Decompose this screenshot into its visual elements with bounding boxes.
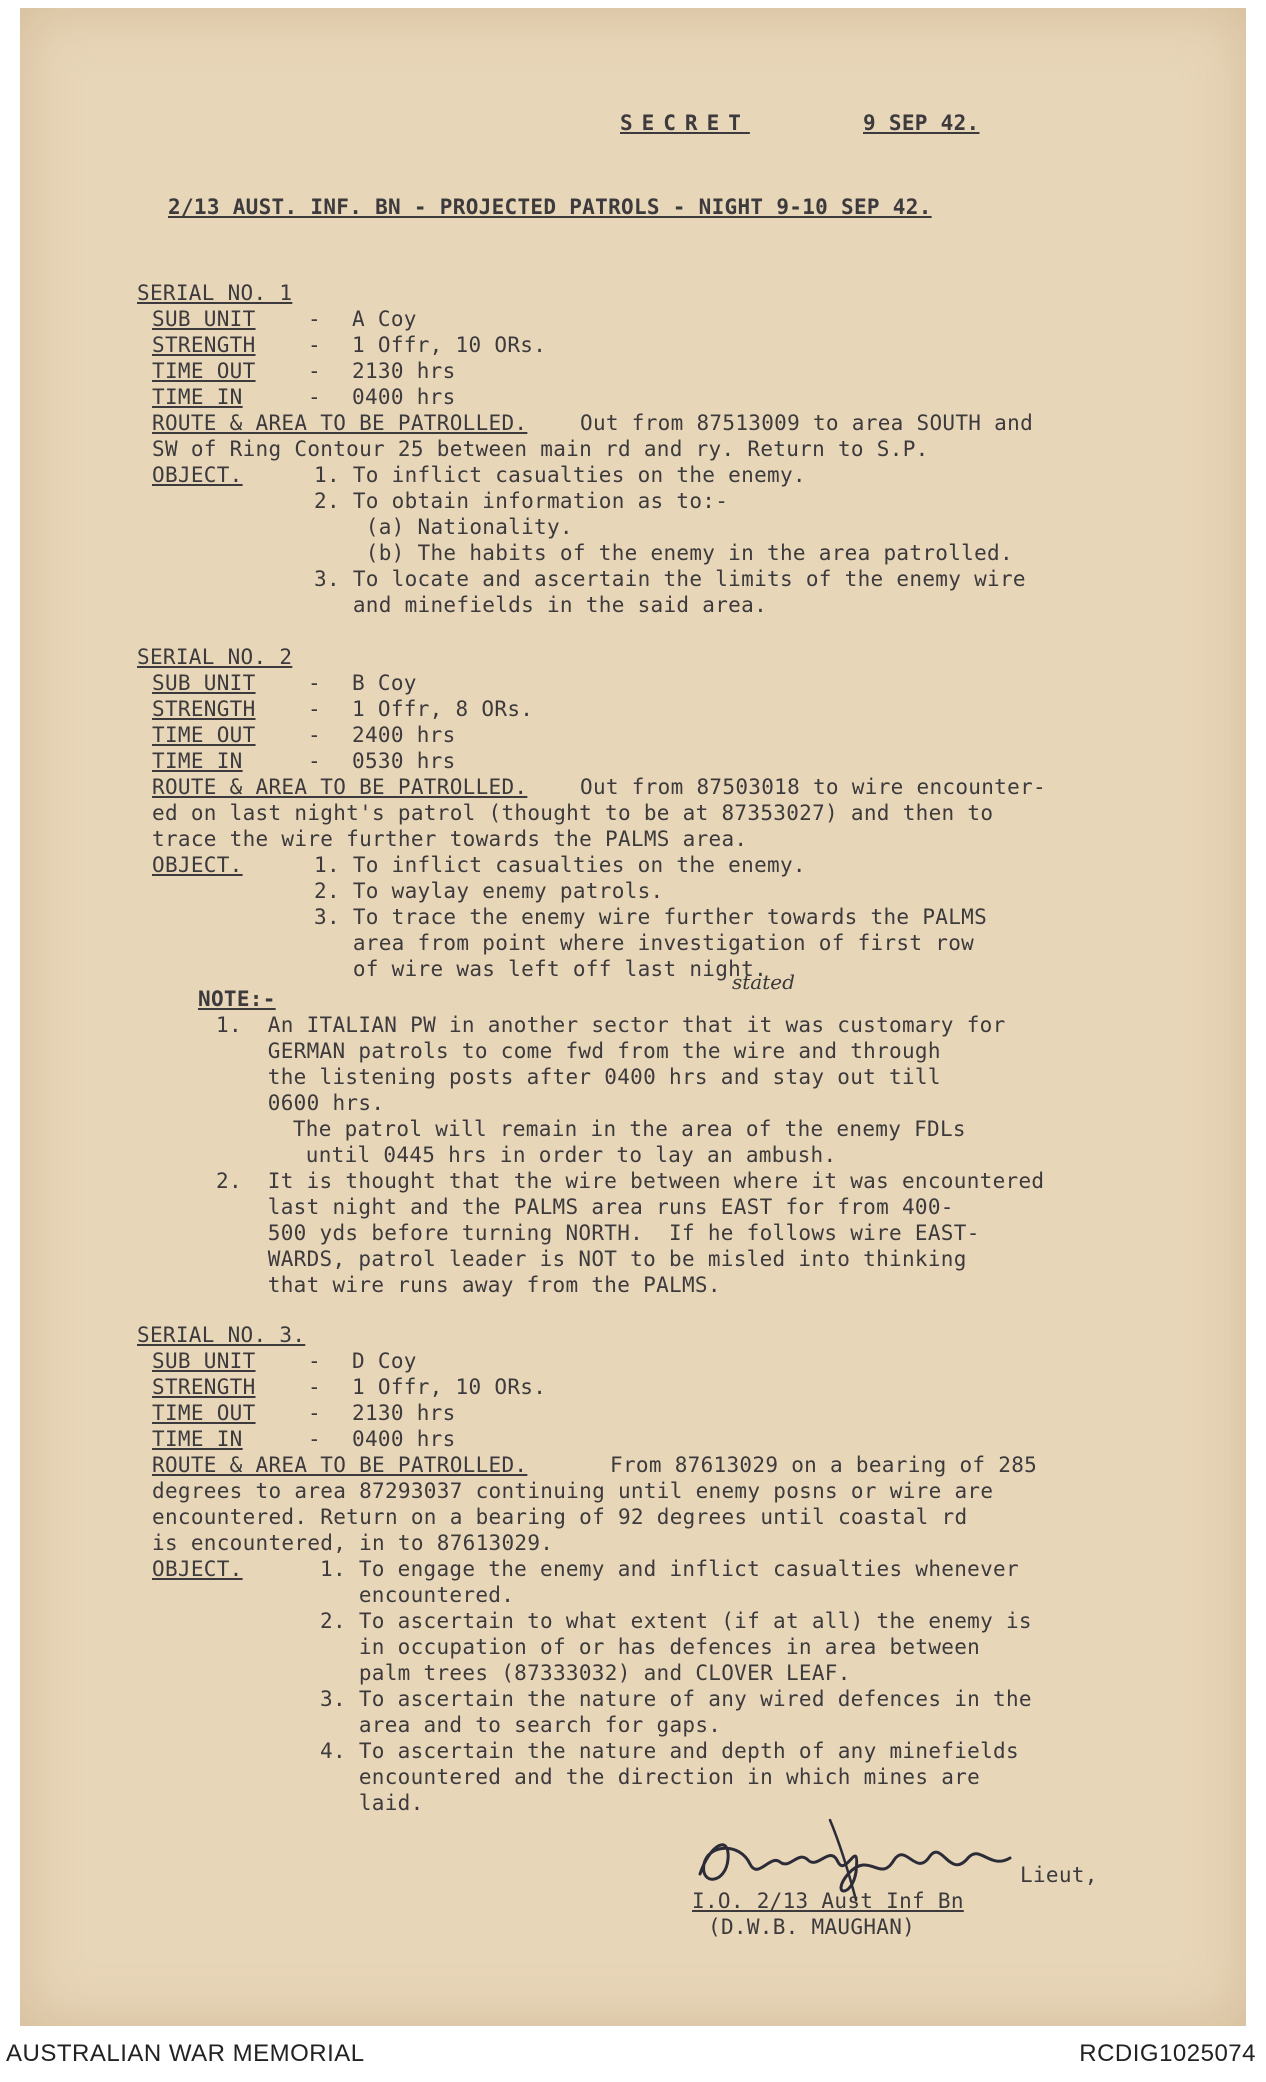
field-label: TIME IN bbox=[152, 385, 243, 409]
note-line: 2. It is thought that the wire between where it was encountered bbox=[216, 1169, 1045, 1193]
object-label: OBJECT. bbox=[152, 1557, 243, 1581]
field-value: 2400 hrs bbox=[352, 723, 456, 747]
note-line: the listening posts after 0400 hrs and stay out till bbox=[216, 1065, 941, 1089]
field-dash: - bbox=[308, 749, 321, 773]
note-line: WARDS, patrol leader is NOT to be misled into thinking bbox=[216, 1247, 967, 1271]
field-value: A Coy bbox=[352, 307, 417, 331]
object-line: 1. To inflict casualties on the enemy. bbox=[314, 853, 806, 877]
field-dash: - bbox=[308, 723, 321, 747]
object-line: 1. To engage the enemy and inflict casualties whenever bbox=[320, 1557, 1019, 1581]
signatory-name: (D.W.B. MAUGHAN) bbox=[708, 1915, 916, 1939]
object-line: encountered and the direction in which mines are bbox=[320, 1765, 981, 1789]
object-line: 4. To ascertain the nature and depth of any minefields bbox=[320, 1739, 1019, 1763]
field-dash: - bbox=[308, 385, 321, 409]
note-line: GERMAN patrols to come fwd from the wire and through bbox=[216, 1039, 941, 1063]
route-line: Out from 87503018 to wire encounter- bbox=[580, 775, 1046, 799]
object-line: (a) Nationality. bbox=[314, 515, 573, 539]
route-line: is encountered, in to 87613029. bbox=[152, 1531, 554, 1555]
route-line: SW of Ring Contour 25 between main rd and ry. Return to S.P. bbox=[152, 437, 929, 461]
field-dash: - bbox=[308, 1349, 321, 1373]
route-line: trace the wire further towards the PALMS area. bbox=[152, 827, 748, 851]
object-line: 2. To ascertain to what extent (if at all) the enemy is bbox=[320, 1609, 1032, 1633]
object-line: 3. To trace the enemy wire further towards the PALMS bbox=[314, 905, 988, 929]
field-dash: - bbox=[308, 307, 321, 331]
note-line: 1. An ITALIAN PW in another sector that it was customary for bbox=[216, 1013, 1006, 1037]
route-label: ROUTE & AREA TO BE PATROLLED. bbox=[152, 1453, 528, 1477]
field-value: 0400 hrs bbox=[352, 385, 456, 409]
field-value: 0400 hrs bbox=[352, 1427, 456, 1451]
document-date: 9 SEP 42. bbox=[863, 111, 980, 135]
field-dash: - bbox=[308, 1401, 321, 1425]
field-label: SUB UNIT bbox=[152, 671, 256, 695]
route-line: From 87613029 on a bearing of 285 bbox=[610, 1453, 1038, 1477]
object-line: 2. To waylay enemy patrols. bbox=[314, 879, 664, 903]
note-line: until 0445 hrs in order to lay an ambush. bbox=[254, 1143, 837, 1167]
object-label: OBJECT. bbox=[152, 853, 243, 877]
field-value: B Coy bbox=[352, 671, 417, 695]
note-label: NOTE:- bbox=[198, 987, 276, 1011]
field-dash: - bbox=[308, 697, 321, 721]
note-line: 0600 hrs. bbox=[216, 1091, 385, 1115]
classification-marking: SECRET bbox=[620, 111, 750, 135]
field-label: STRENGTH bbox=[152, 333, 256, 357]
footer-archive-name: AUSTRALIAN WAR MEMORIAL bbox=[6, 2040, 365, 2067]
route-label: ROUTE & AREA TO BE PATROLLED. bbox=[152, 775, 528, 799]
object-line: and minefields in the said area. bbox=[314, 593, 768, 617]
note-line: that wire runs away from the PALMS. bbox=[216, 1273, 721, 1297]
object-line: (b) The habits of the enemy in the area patrolled. bbox=[314, 541, 1013, 565]
field-value: 2130 hrs bbox=[352, 359, 456, 383]
route-line: ed on last night's patrol (thought to be at 87353027) and then to bbox=[152, 801, 994, 825]
field-label: TIME OUT bbox=[152, 359, 256, 383]
handwritten-insert: stated bbox=[732, 970, 795, 994]
field-label: TIME IN bbox=[152, 1427, 243, 1451]
object-line: laid. bbox=[320, 1791, 424, 1815]
field-label: STRENGTH bbox=[152, 697, 256, 721]
field-label: STRENGTH bbox=[152, 1375, 256, 1399]
object-line: of wire was left off last night. bbox=[314, 957, 768, 981]
field-dash: - bbox=[308, 1375, 321, 1399]
footer-record-id: RCDIG1025074 bbox=[1079, 2040, 1256, 2067]
document-title: 2/13 AUST. INF. BN - PROJECTED PATROLS - NIGHT 9-10 SEP 42. bbox=[168, 195, 932, 219]
field-label: TIME OUT bbox=[152, 1401, 256, 1425]
field-value: 1 Offr, 10 ORs. bbox=[352, 1375, 547, 1399]
serial-2-heading: SERIAL NO. 2 bbox=[137, 645, 293, 669]
object-line: area from point where investigation of first row bbox=[314, 931, 975, 955]
document-page bbox=[20, 8, 1246, 2026]
object-line: in occupation of or has defences in area between bbox=[320, 1635, 981, 1659]
field-dash: - bbox=[308, 333, 321, 357]
note-line: last night and the PALMS area runs EAST for from 400- bbox=[216, 1195, 954, 1219]
field-label: SUB UNIT bbox=[152, 307, 256, 331]
signatory-appointment: I.O. 2/13 Aust Inf Bn bbox=[692, 1889, 964, 1913]
object-label: OBJECT. bbox=[152, 463, 243, 487]
serial-1-heading: SERIAL NO. 1 bbox=[137, 281, 293, 305]
serial-3-heading: SERIAL NO. 3. bbox=[137, 1323, 306, 1347]
route-line: encountered. Return on a bearing of 92 degrees until coastal rd bbox=[152, 1505, 968, 1529]
object-line: palm trees (87333032) and CLOVER LEAF. bbox=[320, 1661, 851, 1685]
field-value: 0530 hrs bbox=[352, 749, 456, 773]
route-label: ROUTE & AREA TO BE PATROLLED. bbox=[152, 411, 528, 435]
field-value: D Coy bbox=[352, 1349, 417, 1373]
route-line: Out from 87513009 to area SOUTH and bbox=[580, 411, 1034, 435]
route-line: degrees to area 87293037 continuing until enemy posns or wire are bbox=[152, 1479, 994, 1503]
field-value: 1 Offr, 10 ORs. bbox=[352, 333, 547, 357]
note-line: 500 yds before turning NORTH. If he follows wire EAST- bbox=[216, 1221, 980, 1245]
object-line: 3. To locate and ascertain the limits of the enemy wire bbox=[314, 567, 1026, 591]
field-label: TIME OUT bbox=[152, 723, 256, 747]
signatory-rank: Lieut, bbox=[1020, 1863, 1098, 1887]
field-dash: - bbox=[308, 1427, 321, 1451]
object-line: area and to search for gaps. bbox=[320, 1713, 722, 1737]
field-dash: - bbox=[308, 671, 321, 695]
field-dash: - bbox=[308, 359, 321, 383]
object-line: 2. To obtain information as to:- bbox=[314, 489, 729, 513]
object-line: 1. To inflict casualties on the enemy. bbox=[314, 463, 806, 487]
field-value: 2130 hrs bbox=[352, 1401, 456, 1425]
field-value: 1 Offr, 8 ORs. bbox=[352, 697, 534, 721]
object-line: encountered. bbox=[320, 1583, 515, 1607]
note-line: The patrol will remain in the area of the enemy FDLs bbox=[254, 1117, 966, 1141]
object-line: 3. To ascertain the nature of any wired defences in the bbox=[320, 1687, 1032, 1711]
field-label: TIME IN bbox=[152, 749, 243, 773]
field-label: SUB UNIT bbox=[152, 1349, 256, 1373]
